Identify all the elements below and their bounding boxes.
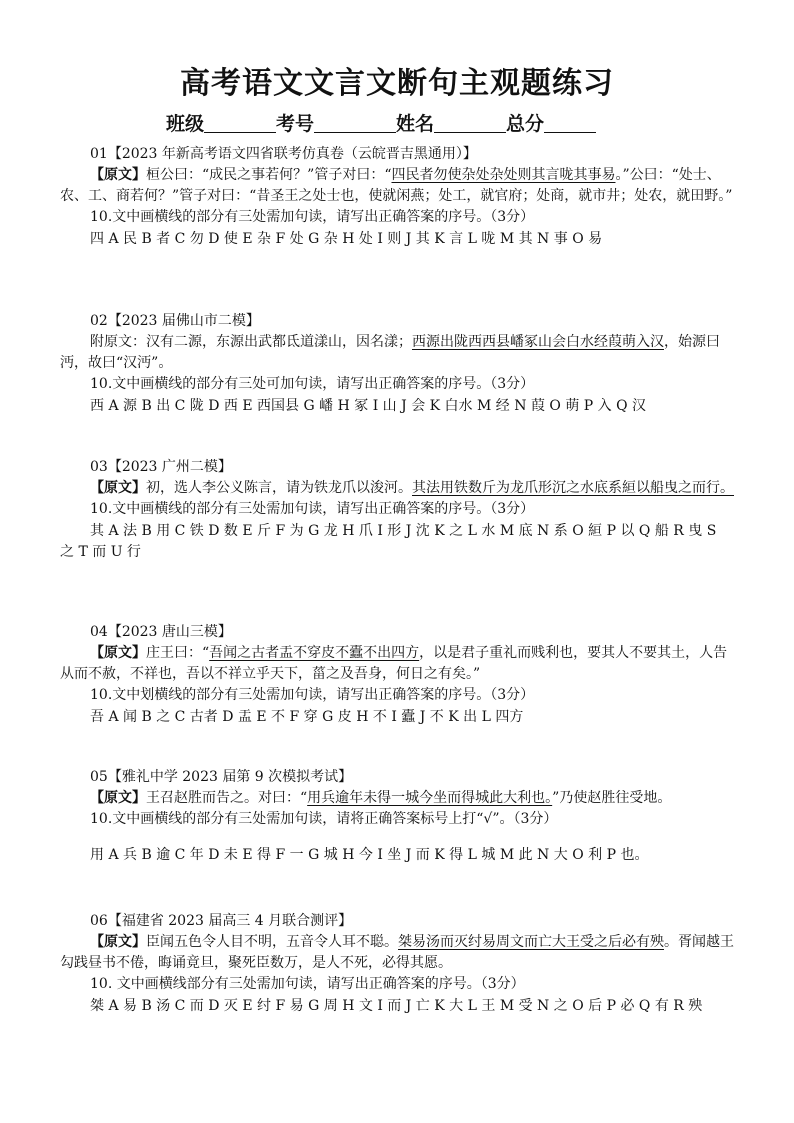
- original-tag: 【原文】: [90, 934, 146, 950]
- class-blank[interactable]: [204, 113, 276, 133]
- answer-options: 吾 A 闻 B 之 C 古者 D 盂 E 不 F 穿 G 皮 H 不 I 蠹 J 不 K 出 L 四方: [90, 709, 524, 725]
- answer-options: 四 A 民 B 者 C 勿 D 使 E 杂 F 处 G 杂 H 处 I 则 J 其 K 言 L 咙 M 其 N 事 O 易: [90, 231, 603, 247]
- answer-options: 西 A 源 B 出 C 陇 D 西 E 西国县 G 嶓 H 冢 I 山 J 会 K 白水 M 经 N 葭 O 萌 P 入 Q 汉: [90, 398, 647, 414]
- question-section-06: [60, 911, 734, 1017]
- original-tag: 【原文】: [90, 480, 146, 496]
- section-header: 05【雅礼中学 2023 届第 9 次模拟考试】: [90, 769, 353, 785]
- answer-options: 其 A 法 B 用 C 铁 D 数 E 斤 F 为 G 龙 H 爪 I 形 J 沈 K 之 L 水 M 底 N 系 O 絙 P 以 Q 船 R 曳 S 之 T 而 U 行: [60, 523, 717, 560]
- question-prompt: 10. 文中画横线部分有三处需加句读，请写出正确答案的序号。（3分）: [90, 976, 525, 992]
- score-blank[interactable]: [544, 113, 596, 133]
- answer-options: 用 A 兵 B 逾 C 年 D 未 E 得 F 一 G 城 H 今 I 坐 J 而 K 得 L 城 M 此 N 大 O 利 P 也。: [90, 847, 649, 863]
- name-blank[interactable]: [434, 113, 506, 133]
- question-prompt: 10.文中划横线的部分有三处需加句读，请写出正确答案的序号。（3分）: [90, 687, 535, 703]
- section-header: 04【2023 唐山三模】: [90, 624, 232, 640]
- underlined-passage: 西源出陇西西县嶓冢山会白水经葭萌入汉: [412, 334, 664, 350]
- section-header: 02【2023 届佛山市二模】: [90, 313, 260, 329]
- original-text: 【原文】王召赵胜而告之。对曰：“用兵逾年未得一城今坐而得城此大利也。”乃使赵胜往受地。: [90, 790, 672, 806]
- underlined-passage: 用兵逾年未得一城今坐而得城此大利也。: [307, 790, 553, 806]
- question-prompt: 10.文中画横线的部分有三处可加句读，请写出正确答案的序号。（3分）: [90, 376, 535, 392]
- question-section-02: [60, 311, 734, 417]
- original-text: 【原文】臣闻五色令人目不明，五音令人耳不聪。桀易汤而灭纣易周文而亡大王受之后必有殃。胥闻越王勾践昼书不倦，晦诵竟旦，聚死臣数万，是人不死，必得其愿。: [60, 934, 734, 971]
- original-text: 附原文：汉有二源，东源出武都氐道漾山，因名漾；西源出陇西西县嶓冢山会白水经葭萌入汉，始源曰沔，故曰“汉沔”。: [60, 334, 720, 371]
- answer-options: 桀 A 易 B 汤 C 而 D 灭 E 纣 F 易 G 周 H 文 I 而 J 亡 K 大 L 王 M 受 N 之 O 后 P 必 Q 有 R 殃: [90, 998, 703, 1014]
- underlined-passage: 其法用铁数斤为龙爪形沉之水底系絙以船曳之而行。: [412, 480, 734, 496]
- question-prompt: 10.文中画横线的部分有三处需加句读，请写出正确答案的序号。（3分）: [90, 501, 535, 517]
- student-info-line: [166, 109, 636, 136]
- section-header: 03【2023 广州二模】: [90, 459, 232, 475]
- original-text: 【原文】庄王曰：“吾闻之古者盂不穿皮不蠹不出四方，以是君子重礼而贱利也，要其人不要其土，人告从而不赦，不祥也，吾以不祥立乎天下，菑之及吾身，何日之有矣。”: [60, 645, 728, 682]
- underlined-passage: 吾闻之古者盂不穿皮不蠹不出四方: [209, 645, 420, 661]
- original-tag: 【原文】: [90, 167, 146, 183]
- original-text: 【原文】初，选人李公义陈言，请为铁龙爪以浚河。其法用铁数斤为龙爪形沉之水底系絙以船曳之而行。: [90, 480, 734, 496]
- class-label: 班级: [166, 113, 205, 135]
- underlined-passage: 四民者勿使杂处杂处则其言咙其事易: [391, 167, 616, 183]
- name-label: 姓名: [396, 113, 435, 135]
- original-text: 【原文】桓公曰：“成民之事若何？”管子对曰：“四民者勿使杂处杂处则其言咙其事易。”公曰：“处士、农、工、商若何？”管子对曰：“昔圣王之处士也，使就闲燕；处工，就官府；处商，就市井；处农，就田野。”: [60, 167, 733, 204]
- section-header: 06【福建省 2023 届高三 4 月联合测评】: [90, 913, 353, 929]
- exam-no-label: 考号: [276, 113, 315, 135]
- original-tag: 【原文】: [90, 645, 146, 661]
- question-prompt: 10.文中画横线的部分有三处需加句读，请写出正确答案的序号。（3分）: [90, 209, 535, 225]
- question-section-04: [60, 622, 734, 728]
- question-section-05: [60, 767, 734, 866]
- question-prompt: 10.文中画横线的部分有三处需加句读，请将正确答案标号上打“√”。（3分）: [90, 811, 558, 827]
- question-section-01: [60, 144, 734, 250]
- section-header: 01【2023 年新高考语文四省联考仿真卷（云皖晋吉黑通用）】: [90, 146, 477, 162]
- page-title: 高考语文文言文断句主观题练习: [180, 66, 614, 101]
- question-section-03: [60, 457, 734, 563]
- score-label: 总分: [506, 113, 545, 135]
- exam-no-blank[interactable]: [314, 113, 396, 133]
- original-tag: 【原文】: [90, 790, 146, 806]
- underlined-passage: 桀易汤而灭纣易周文而亡大王受之后必有殃: [398, 934, 664, 950]
